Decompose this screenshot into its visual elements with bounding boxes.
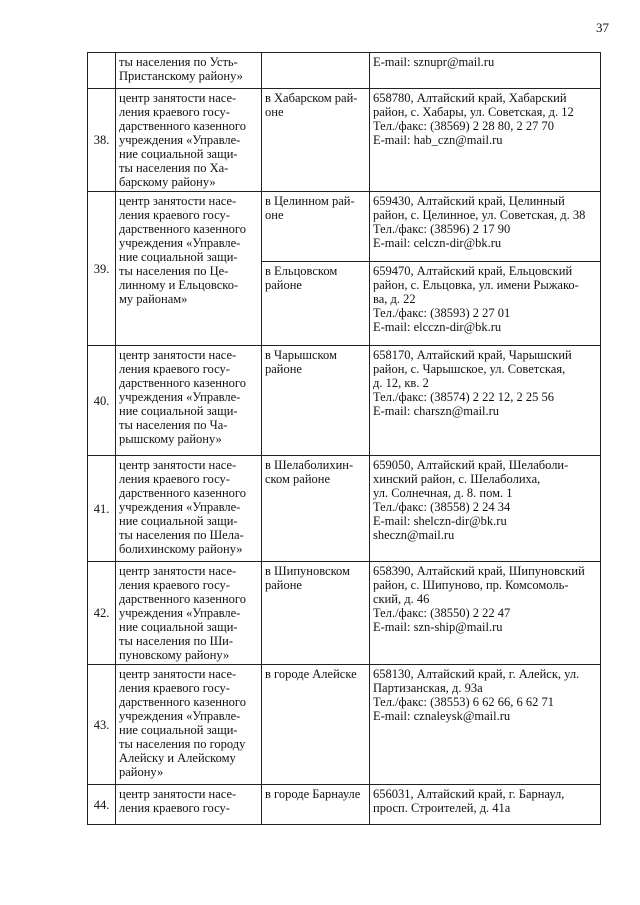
- location-cell: [262, 785, 370, 825]
- organization-name-cell: [116, 785, 262, 825]
- address-cell: [370, 192, 601, 262]
- table-row: [88, 192, 601, 262]
- organization-name: центр занятости насе- ления краевого госу- дарственного казенного учреждения «Управле- ние социальной защи- ты населения по Ши- пуновскому району»: [119, 564, 246, 662]
- row-number: [88, 53, 116, 89]
- table-row: [88, 346, 601, 456]
- row-number: 42.: [88, 562, 116, 665]
- location-text: в Целинном рай- оне: [265, 194, 355, 222]
- location-cell: [262, 562, 370, 665]
- address-cell: [370, 562, 601, 665]
- address-text: 659470, Алтайский край, Ельцовский район, с. Ельцовка, ул. имени Рыжако- ва, д. 22 Тел./факс: (38593) 2 27 01 E-mail: elcczn-dir@bk.ru: [373, 264, 579, 334]
- row-number: 40.: [88, 346, 116, 456]
- address-text: 658130, Алтайский край, г. Алейск, ул. Партизанская, д. 93а Тел./факс: (38553) 6 62 66, 6 62 71 E-mail: cznaleysk@mail.ru: [373, 667, 580, 723]
- address-cell: [370, 785, 601, 825]
- organization-name: центр занятости насе- ления краевого госу- дарственного казенного учреждения «Управле- ние социальной защи- ты населения по Шела- болихинскому району»: [119, 458, 246, 556]
- table-row: [88, 53, 601, 89]
- registry-table: [87, 52, 601, 825]
- address-text: 658390, Алтайский край, Шипуновский район, с. Шипуново, пр. Комсомоль- ский, д. 46 Тел./факс: (38550) 2 22 47 E-mail: szn-ship@mail.ru: [373, 564, 585, 634]
- address-cell: [370, 262, 601, 346]
- organization-name-cell: [116, 192, 262, 346]
- location-text: в Ельцовском районе: [265, 264, 338, 292]
- organization-name-cell: [116, 665, 262, 785]
- organization-name: центр занятости насе- ления краевого госу- дарственного казенного учреждения «Управле- ние социальной защи- ты населения по Ха- барскому району»: [119, 91, 246, 189]
- table-row: [88, 456, 601, 562]
- location-cell: [262, 89, 370, 192]
- location-text: в Хабарском рай- оне: [265, 91, 358, 119]
- location-cell: [262, 192, 370, 262]
- address-cell: [370, 665, 601, 785]
- organization-name: центр занятости насе- ления краевого госу- дарственного казенного учреждения «Управле- ние социальной защи- ты населения по Ча- рышскому району»: [119, 348, 246, 446]
- organization-name: центр занятости насе- ления краевого госу- дарственного казенного учреждения «Управле- ние социальной защи- ты населения по городу Алейску и Алейскому району»: [119, 667, 246, 779]
- table-row: [88, 89, 601, 192]
- organization-name: ты населения по Усть- Пристанскому району»: [119, 55, 243, 83]
- organization-name-cell: [116, 89, 262, 192]
- organization-name: центр занятости насе- ления краевого госу-: [119, 787, 237, 815]
- address-text: 658780, Алтайский край, Хабарский район, с. Хабары, ул. Советская, д. 12 Тел./факс: (38569) 2 28 80, 2 27 70 E-mail: hab_czn@mail.ru: [373, 91, 574, 147]
- address-cell: [370, 346, 601, 456]
- row-number: 39.: [88, 192, 116, 346]
- address-text: 658170, Алтайский край, Чарышский район, с. Чарышское, ул. Советская, д. 12, кв. 2 Тел./факс: (38574) 2 22 12, 2 25 56 E-mail: charszn@mail.ru: [373, 348, 572, 418]
- page-number: 37: [596, 20, 609, 35]
- location-text: в Чарышском районе: [265, 348, 337, 376]
- location-cell: [262, 665, 370, 785]
- address-cell: [370, 456, 601, 562]
- location-cell: [262, 346, 370, 456]
- organization-name: центр занятости насе- ления краевого госу- дарственного казенного учреждения «Управле- ние социальной защи- ты населения по Це- линному и Ельцовско- му районам»: [119, 194, 246, 306]
- address-text: 659430, Алтайский край, Целинный район, с. Целинное, ул. Советская, д. 38 Тел./факс: (38596) 2 17 90 E-mail: celczn-dir@bk.ru: [373, 194, 586, 250]
- organization-name-cell: [116, 456, 262, 562]
- table-row: [88, 785, 601, 825]
- organization-name-cell: [116, 53, 262, 89]
- address-cell: [370, 53, 601, 89]
- location-text: в городе Барнауле: [265, 787, 361, 801]
- address-text: 656031, Алтайский край, г. Барнаул, просп. Строителей, д. 41а: [373, 787, 565, 815]
- organization-name-cell: [116, 562, 262, 665]
- table-row: [88, 665, 601, 785]
- location-text: в Шелаболихин- ском районе: [265, 458, 354, 486]
- address-cell: [370, 89, 601, 192]
- address-text: 659050, Алтайский край, Шелаболи- хинский район, с. Шелаболиха, ул. Солнечная, д. 8. пом. 1 Тел./факс: (38558) 2 24 34 E-mail: shelczn-dir@bk.ru sheczn@mail.ru: [373, 458, 569, 542]
- row-number: 44.: [88, 785, 116, 825]
- location-text: в Шипуновском районе: [265, 564, 350, 592]
- table-row: [88, 562, 601, 665]
- location-cell: [262, 53, 370, 89]
- location-text: в городе Алейске: [265, 667, 357, 681]
- row-number: 38.: [88, 89, 116, 192]
- row-number: 41.: [88, 456, 116, 562]
- location-cell: [262, 262, 370, 346]
- row-number: 43.: [88, 665, 116, 785]
- location-cell: [262, 456, 370, 562]
- organization-name-cell: [116, 346, 262, 456]
- address-text: E-mail: sznupr@mail.ru: [373, 55, 495, 69]
